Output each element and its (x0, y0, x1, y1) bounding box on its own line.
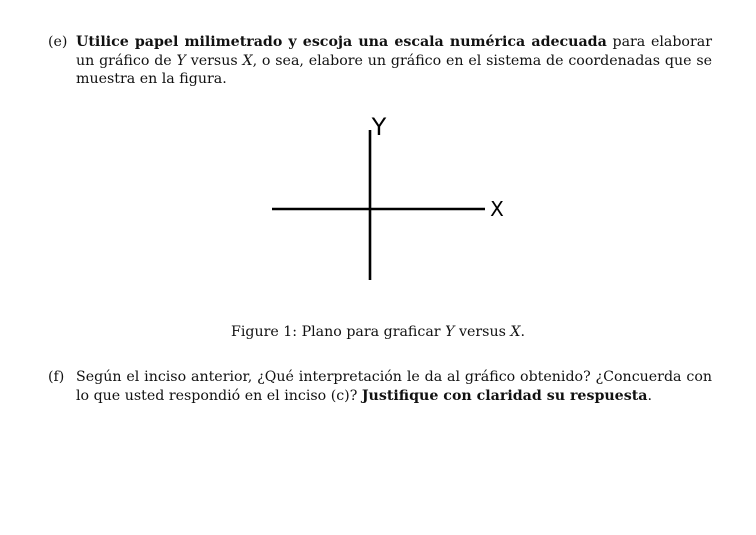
caption-prefix: Figure 1: Plano para graficar (230, 324, 446, 340)
caption-middle: versus (454, 324, 511, 340)
item-f (48, 368, 712, 405)
item-f-text (76, 368, 712, 405)
item-e-text-2: versus (185, 52, 243, 69)
x-axis-label: X (490, 197, 504, 221)
item-f-text-2: . (647, 387, 652, 404)
item-f-label: (f) (48, 369, 65, 385)
figure-caption (0, 324, 756, 340)
item-e-label: (e) (48, 34, 68, 50)
item-e-text-1: para elaborar un gráfico de (76, 34, 713, 69)
item-e-bold-lead: Utilice papel milimetrado y escoja una escala numérica adecuada (76, 34, 607, 50)
caption-var-y: Y (445, 324, 455, 340)
item-e-var-x: X (242, 52, 253, 69)
item-f-text-1: Según el inciso anterior, ¿Qué interpretación le da al gráfico obtenido? ¿Concuerda con lo que usted respondió en el inciso (c)? (76, 369, 712, 404)
caption-var-x: X (510, 324, 521, 340)
item-e (48, 33, 712, 89)
item-e-var-y: Y (176, 52, 186, 69)
item-e-text (76, 33, 712, 89)
item-e-text-3: , o sea, elabore un gráfico en el sistema de coordenadas que se muestra en la figura. (76, 52, 712, 87)
coordinate-figure (260, 108, 520, 288)
item-f-bold-tail: Justifique con claridad su respuesta (361, 387, 648, 404)
y-axis-label: Y (371, 113, 387, 141)
caption-suffix: . (520, 324, 526, 340)
